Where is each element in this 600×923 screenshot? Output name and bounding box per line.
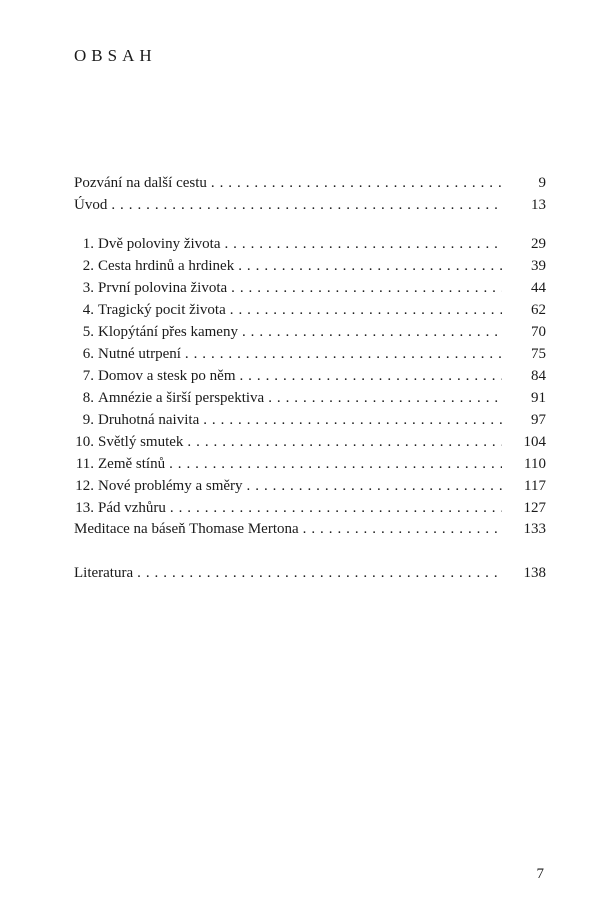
page-title: OBSAH bbox=[74, 46, 157, 65]
toc-leader-dots bbox=[170, 497, 502, 519]
toc-entry-number: 2. bbox=[82, 258, 94, 274]
toc-entry-page: 91 bbox=[531, 390, 546, 406]
toc-entry-title: Meditace na báseň Thomase Mertona bbox=[74, 521, 299, 537]
toc-meditation-section bbox=[74, 518, 546, 540]
toc-entry-title: První polovina života bbox=[98, 280, 228, 296]
toc-leader-dots bbox=[238, 255, 502, 277]
toc-entry-number: 9. bbox=[82, 412, 94, 428]
toc-leader-dots bbox=[137, 562, 502, 584]
toc-entry[interactable] bbox=[74, 562, 546, 584]
toc-chapters-section bbox=[74, 233, 546, 519]
toc-entry-title: Klopýtání přes kameny bbox=[98, 324, 238, 340]
toc-entry-page: 110 bbox=[524, 456, 546, 472]
toc-entry-page: 75 bbox=[531, 346, 546, 362]
toc-entry-title: Nové problémy a směry bbox=[98, 478, 243, 494]
toc-entry-page: 39 bbox=[531, 258, 546, 274]
toc-entry[interactable] bbox=[74, 277, 546, 299]
toc-entry[interactable] bbox=[74, 475, 546, 497]
toc-entry-number: 7. bbox=[82, 368, 94, 384]
toc-entry-title: Úvod bbox=[74, 197, 108, 213]
toc-entry-page: 127 bbox=[523, 500, 546, 516]
toc-leader-dots bbox=[111, 194, 502, 216]
toc-entry[interactable] bbox=[74, 409, 546, 431]
toc-entry-number: 6. bbox=[82, 346, 94, 362]
toc-leader-dots bbox=[211, 172, 502, 194]
toc-entry-title: Dvě poloviny života bbox=[98, 236, 221, 252]
toc-leader-dots bbox=[247, 475, 502, 497]
toc-entry-number: 13. bbox=[75, 500, 94, 516]
toc-entry-title: Domov a stesk po něm bbox=[98, 368, 236, 384]
toc-leader-dots bbox=[268, 387, 502, 409]
toc-leader-dots bbox=[224, 233, 502, 255]
toc-entry-page: 9 bbox=[538, 175, 546, 191]
toc-entry[interactable] bbox=[74, 365, 546, 387]
toc-entry-number: 12. bbox=[75, 478, 94, 494]
toc-entry[interactable] bbox=[74, 343, 546, 365]
toc-entry-title: Amnézie a širší perspektiva bbox=[98, 390, 265, 406]
toc-leader-dots bbox=[231, 277, 502, 299]
toc-leader-dots bbox=[203, 409, 502, 431]
toc-leader-dots bbox=[185, 343, 502, 365]
toc-entry-title: Tragický pocit života bbox=[98, 302, 226, 318]
toc-entry-page: 84 bbox=[531, 368, 546, 384]
toc-entry-page: 62 bbox=[531, 302, 546, 318]
toc-entry-page: 44 bbox=[531, 280, 546, 296]
toc-entry[interactable] bbox=[74, 518, 546, 540]
toc-entry[interactable] bbox=[74, 321, 546, 343]
toc-entry-title: Cesta hrdinů a hrdinek bbox=[98, 258, 235, 274]
toc-entry-page: 117 bbox=[524, 478, 546, 494]
toc-leader-dots bbox=[239, 365, 502, 387]
toc-literature-section bbox=[74, 562, 546, 584]
toc-entry-title: Světlý smutek bbox=[98, 434, 184, 450]
toc-entry-number: 4. bbox=[82, 302, 94, 318]
toc-leader-dots bbox=[187, 431, 502, 453]
toc-entry-number: 8. bbox=[82, 390, 94, 406]
toc-entry-page: 138 bbox=[523, 565, 546, 581]
page-number: 7 bbox=[536, 866, 544, 882]
toc-leader-dots bbox=[242, 321, 502, 343]
toc-entry-number: 3. bbox=[82, 280, 94, 296]
toc-entry-number: 5. bbox=[82, 324, 94, 340]
toc-entry-page: 29 bbox=[531, 236, 546, 252]
toc-entry[interactable] bbox=[74, 194, 546, 216]
toc-entry[interactable] bbox=[74, 233, 546, 255]
toc-entry-page: 13 bbox=[531, 197, 546, 213]
toc-entry-title: Literatura bbox=[74, 565, 134, 581]
toc-entry-title: Pozvání na další cestu bbox=[74, 175, 207, 191]
toc-intro-section bbox=[74, 172, 546, 216]
toc-leader-dots bbox=[169, 453, 502, 475]
toc-leader-dots bbox=[303, 518, 502, 540]
toc-entry-title: Druhotná naivita bbox=[98, 412, 200, 428]
toc-leader-dots bbox=[230, 299, 502, 321]
toc-entry[interactable] bbox=[74, 299, 546, 321]
toc-entry-title: Pád vzhůru bbox=[98, 500, 166, 516]
toc-entry-page: 104 bbox=[523, 434, 546, 450]
toc-entry-number: 11. bbox=[75, 456, 94, 472]
toc-entry[interactable] bbox=[74, 255, 546, 277]
toc-entry-title: Země stínů bbox=[98, 456, 166, 472]
toc-entry-page: 70 bbox=[531, 324, 546, 340]
toc-entry-number: 1. bbox=[82, 236, 94, 252]
toc-entry[interactable] bbox=[74, 453, 546, 475]
toc-entry-number: 10. bbox=[75, 434, 94, 450]
toc-entry[interactable] bbox=[74, 431, 546, 453]
toc-entry[interactable] bbox=[74, 497, 546, 519]
toc-entry[interactable] bbox=[74, 387, 546, 409]
toc-entry-title: Nutné utrpení bbox=[98, 346, 181, 362]
toc-entry[interactable] bbox=[74, 172, 546, 194]
toc-entry-page: 133 bbox=[523, 521, 546, 537]
toc-entry-page: 97 bbox=[531, 412, 546, 428]
